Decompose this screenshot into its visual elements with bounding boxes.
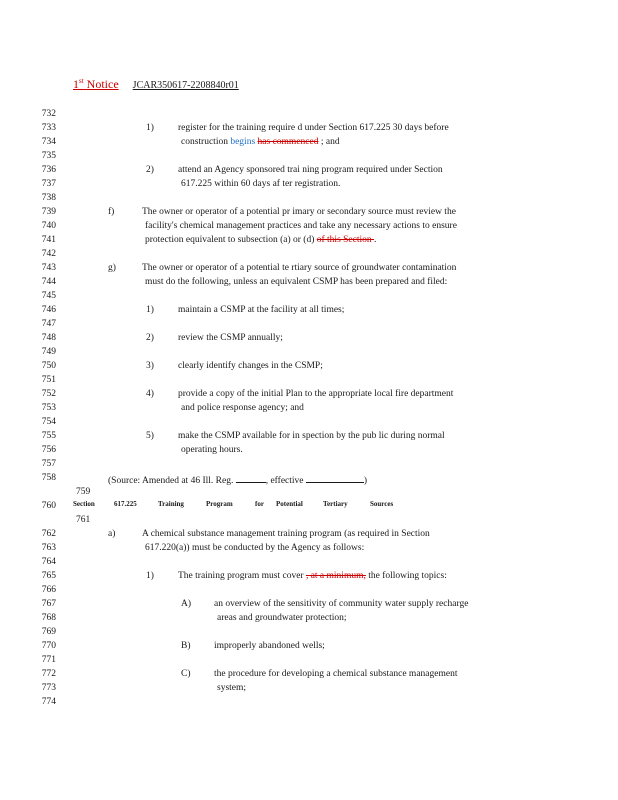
inserted-text: begins xyxy=(230,137,256,147)
line-number: 732 xyxy=(41,109,56,119)
item-text: maintain a CSMP at the facility at all times; xyxy=(178,305,345,315)
line-number: 748 xyxy=(41,333,56,343)
item-label: C) xyxy=(181,669,191,679)
item-label: 2) xyxy=(146,333,154,343)
line-number: 759 xyxy=(76,487,91,497)
line-number: 754 xyxy=(41,417,56,427)
line-number: 774 xyxy=(41,697,56,707)
item-label: g) xyxy=(108,263,116,273)
line-number: 761 xyxy=(76,515,91,525)
item-text: construction begins has commenced ; and xyxy=(181,137,340,147)
item-label: 5) xyxy=(146,431,154,441)
line-number: 751 xyxy=(41,375,56,385)
item-text: review the CSMP annually; xyxy=(178,333,283,343)
line-number: 739 xyxy=(41,207,56,217)
section-title-word: Training xyxy=(158,500,184,508)
line-number: 768 xyxy=(41,613,56,623)
line-number: 762 xyxy=(41,529,56,539)
item-text: provide a copy of the initial Plan to the appropriate local fire department xyxy=(178,389,454,399)
line-number: 749 xyxy=(41,347,56,357)
line-number: 771 xyxy=(41,655,56,665)
line-number: 752 xyxy=(41,389,56,399)
line-number: 742 xyxy=(41,249,56,259)
item-label: 1) xyxy=(146,123,154,133)
line-number: 756 xyxy=(41,445,56,455)
line-number: 758 xyxy=(41,473,56,483)
item-label: 1) xyxy=(146,571,154,581)
item-text: an overview of the sensitivity of community water supply recharge xyxy=(214,599,469,609)
item-text: operating hours. xyxy=(181,445,243,455)
item-text: facility's chemical management practices and take any necessary actions to ensure xyxy=(145,221,457,231)
section-title-word: Tertiary xyxy=(323,500,348,508)
line-number: 743 xyxy=(41,263,56,273)
line-number: 773 xyxy=(41,683,56,693)
line-number: 741 xyxy=(41,235,56,245)
line-number: 760 xyxy=(41,501,56,511)
item-text: must do the following, unless an equivalent CSMP has been prepared and filed: xyxy=(145,277,448,287)
document-id: JCAR350617-2208840r01 xyxy=(132,80,239,91)
page-header xyxy=(73,77,239,92)
line-number: 735 xyxy=(41,151,56,161)
line-number: 738 xyxy=(41,193,56,203)
notice-label: 1st Notice xyxy=(73,77,119,91)
line-number: 772 xyxy=(41,669,56,679)
line-number: 750 xyxy=(41,361,56,371)
item-label: B) xyxy=(181,641,191,651)
line-number: 765 xyxy=(41,571,56,581)
line-number: 767 xyxy=(41,599,56,609)
line-number: 740 xyxy=(41,221,56,231)
item-text: areas and groundwater protection; xyxy=(217,613,347,623)
item-label: 4) xyxy=(146,389,154,399)
item-text: clearly identify changes in the CSMP; xyxy=(178,361,323,371)
section-title-word: Program xyxy=(206,500,233,508)
item-text: protection equivalent to subsection (a) or (d) of this Section . xyxy=(145,235,377,245)
line-number: 747 xyxy=(41,319,56,329)
line-number: 770 xyxy=(41,641,56,651)
item-label: f) xyxy=(108,207,115,217)
line-number: 763 xyxy=(41,543,56,553)
item-text: system; xyxy=(217,683,247,693)
section-number: 617.225 xyxy=(114,500,137,508)
line-number: 755 xyxy=(41,431,56,441)
item-text: and police response agency; and xyxy=(181,403,304,413)
section-title-word: Sources xyxy=(370,500,394,508)
item-text: The owner or operator of a potential te rtiary source of groundwater contamination xyxy=(142,263,457,273)
deleted-text: of this Section xyxy=(316,235,375,245)
item-label: 2) xyxy=(146,165,154,175)
line-number: 736 xyxy=(41,165,56,175)
item-text: A chemical substance management training program (as required in Section xyxy=(142,529,430,539)
item-text: attend an Agency sponsored trai ning program required under Section xyxy=(178,165,443,175)
item-text: improperly abandoned wells; xyxy=(214,641,325,651)
line-number: 764 xyxy=(41,557,56,567)
section-title-word: for xyxy=(255,500,264,508)
line-number: 769 xyxy=(41,627,56,637)
deleted-text: , at a minimum, xyxy=(305,571,366,581)
item-text: register for the training require d under Section 617.225 30 days before xyxy=(178,123,449,133)
item-text: The owner or operator of a potential pr imary or secondary source must review the xyxy=(142,207,456,217)
section-heading: Section xyxy=(73,500,95,508)
line-number: 757 xyxy=(41,459,56,469)
line-number: 744 xyxy=(41,277,56,287)
line-number: 745 xyxy=(41,291,56,301)
item-label: A) xyxy=(181,599,192,609)
item-text: 617.225 within 60 days af ter registration. xyxy=(181,179,341,189)
line-number: 737 xyxy=(41,179,56,189)
deleted-text: has commenced xyxy=(257,137,319,147)
item-label: a) xyxy=(108,529,116,539)
section-title-word: Potential xyxy=(276,500,303,508)
item-text: make the CSMP available for in spection by the pub lic during normal xyxy=(178,431,445,441)
item-text: the procedure for developing a chemical substance management xyxy=(214,669,458,679)
line-number: 753 xyxy=(41,403,56,413)
line-number: 734 xyxy=(41,137,56,147)
source-note: (Source: Amended at 46 Ill. Reg. , effective ) xyxy=(108,473,367,486)
item-text: The training program must cover , at a minimum, the following topics: xyxy=(178,571,447,581)
item-label: 3) xyxy=(146,361,154,371)
line-number: 733 xyxy=(41,123,56,133)
item-text: 617.220(a)) must be conducted by the Agency as follows: xyxy=(145,543,365,553)
line-number: 746 xyxy=(41,305,56,315)
item-label: 1) xyxy=(146,305,154,315)
line-number: 766 xyxy=(41,585,56,595)
